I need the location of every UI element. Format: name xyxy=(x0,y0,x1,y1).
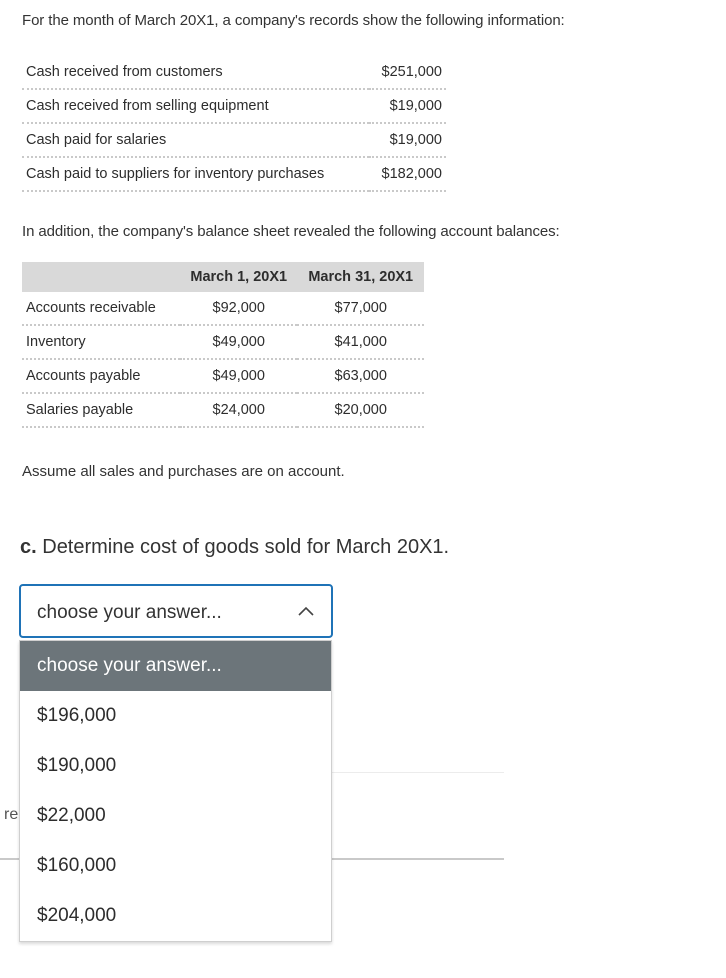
dropdown-option[interactable]: $196,000 xyxy=(37,705,117,726)
cash-item-label: Cash paid for salaries xyxy=(22,123,369,157)
balance-march31: $20,000 xyxy=(297,393,424,427)
account-name: Accounts receivable xyxy=(22,292,180,325)
header-cell-march31: March 31, 20X1 xyxy=(297,262,424,292)
cash-item-amount: $251,000 xyxy=(369,56,447,89)
chevron-up-icon xyxy=(297,604,315,618)
table-row xyxy=(22,123,446,157)
addition-text: In addition, the company's balance sheet revealed the following account balances: xyxy=(22,223,560,240)
balance-sheet-table xyxy=(22,262,424,428)
header-cell-march1: March 1, 20X1 xyxy=(180,262,297,292)
table-row xyxy=(22,393,424,427)
background-divider xyxy=(332,772,504,773)
cash-item-amount: $19,000 xyxy=(369,123,447,157)
table-row xyxy=(22,56,446,89)
select-current-value: choose your answer... xyxy=(37,602,222,623)
balance-march1: $92,000 xyxy=(180,292,297,325)
cash-item-amount: $19,000 xyxy=(369,89,447,123)
question-text: Determine cost of goods sold for March 20X1. xyxy=(36,536,450,558)
cash-flow-table xyxy=(22,56,446,192)
table-row xyxy=(22,325,424,359)
dropdown-option[interactable]: $22,000 xyxy=(37,805,106,826)
dropdown-option[interactable]: $160,000 xyxy=(37,855,117,876)
header-cell-blank xyxy=(22,262,180,292)
balance-march1: $49,000 xyxy=(180,359,297,393)
cash-item-label: Cash received from selling equipment xyxy=(22,89,369,123)
dropdown-option-placeholder[interactable]: choose your answer... xyxy=(20,641,331,691)
balance-march31: $63,000 xyxy=(297,359,424,393)
background-text-fragment: re xyxy=(4,806,19,823)
answer-select[interactable] xyxy=(19,584,333,638)
cash-item-label: Cash received from customers xyxy=(22,56,369,89)
dropdown-option[interactable]: $190,000 xyxy=(37,755,117,776)
assumption-text: Assume all sales and purchases are on account. xyxy=(22,463,345,480)
table-header-row xyxy=(22,262,424,292)
table-row xyxy=(22,292,424,325)
balance-march1: $49,000 xyxy=(180,325,297,359)
balance-march31: $41,000 xyxy=(297,325,424,359)
cash-item-amount: $182,000 xyxy=(369,157,447,191)
account-name: Accounts payable xyxy=(22,359,180,393)
table-row xyxy=(22,157,446,191)
dropdown-option[interactable]: $204,000 xyxy=(37,905,117,926)
answer-dropdown-list xyxy=(19,640,332,942)
intro-text: For the month of March 20X1, a company's records show the following information: xyxy=(22,12,565,29)
table-row xyxy=(22,89,446,123)
account-name: Inventory xyxy=(22,325,180,359)
question-prefix: c. xyxy=(20,536,37,558)
table-row xyxy=(22,359,424,393)
account-name: Salaries payable xyxy=(22,393,180,427)
balance-march31: $77,000 xyxy=(297,292,424,325)
balance-march1: $24,000 xyxy=(180,393,297,427)
cash-item-label: Cash paid to suppliers for inventory purchases xyxy=(22,157,369,191)
question-title xyxy=(20,536,449,559)
